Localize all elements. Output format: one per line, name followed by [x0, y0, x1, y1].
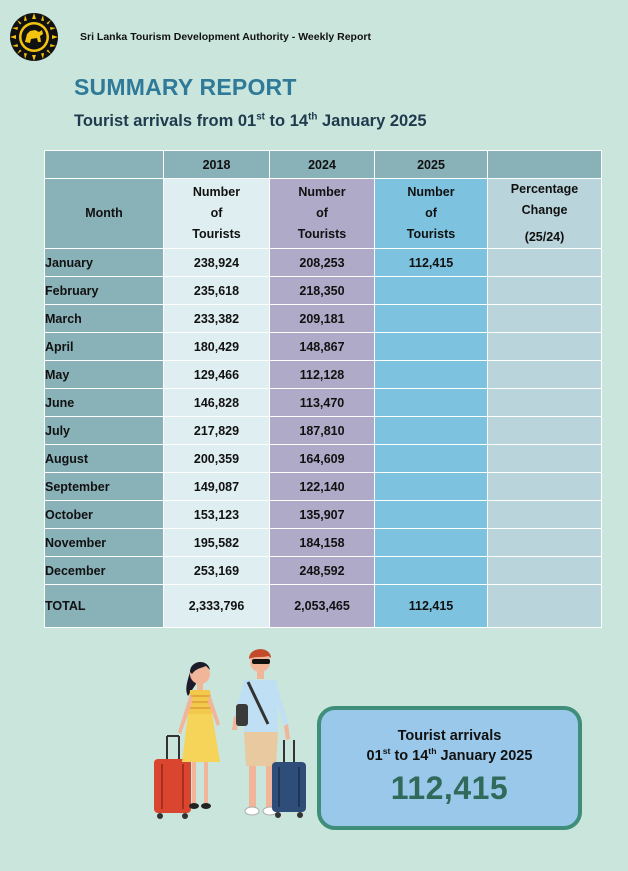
value-2025-cell — [375, 501, 488, 529]
arrivals-table — [44, 150, 602, 628]
month-cell: February — [45, 277, 164, 305]
num-tourists-header-2018: Number of Tourists — [164, 179, 270, 249]
table-row — [45, 417, 602, 445]
value-2025-cell — [375, 473, 488, 501]
travelers-illustration — [148, 644, 318, 834]
table-row — [45, 445, 602, 473]
pct-change-cell — [488, 389, 602, 417]
total-pct — [488, 585, 602, 628]
arrivals-summary-card — [317, 706, 582, 830]
pct-change-header: Percentage Change (25/24) — [488, 179, 602, 249]
pct-change-cell — [488, 277, 602, 305]
pct-change-cell — [488, 473, 602, 501]
value-2018-cell: 149,087 — [164, 473, 270, 501]
table-row — [45, 305, 602, 333]
num-tourists-header-2025: Number of Tourists — [375, 179, 488, 249]
month-cell: August — [45, 445, 164, 473]
month-cell: November — [45, 529, 164, 557]
pct-change-cell — [488, 445, 602, 473]
value-2024-cell: 164,609 — [270, 445, 375, 473]
value-2025-cell — [375, 361, 488, 389]
value-2024-cell: 135,907 — [270, 501, 375, 529]
pct-change-cell — [488, 333, 602, 361]
month-cell: October — [45, 501, 164, 529]
pct-change-cell — [488, 501, 602, 529]
value-2025-cell — [375, 557, 488, 585]
value-2018-cell: 235,618 — [164, 277, 270, 305]
value-2025-cell — [375, 445, 488, 473]
total-label: TOTAL — [45, 585, 164, 628]
value-2024-cell: 248,592 — [270, 557, 375, 585]
table-row — [45, 333, 602, 361]
table-row — [45, 249, 602, 277]
card-arrivals-value: 112,415 — [390, 770, 509, 806]
value-2024-cell: 209,181 — [270, 305, 375, 333]
column-header-row — [45, 179, 602, 249]
year-header-row — [45, 151, 602, 179]
value-2018-cell: 146,828 — [164, 389, 270, 417]
year-header-blank — [45, 151, 164, 179]
value-2024-cell: 184,158 — [270, 529, 375, 557]
value-2018-cell: 217,829 — [164, 417, 270, 445]
card-date-range: 01st to 14th January 2025 — [366, 746, 533, 764]
value-2024-cell: 113,470 — [270, 389, 375, 417]
month-cell: March — [45, 305, 164, 333]
total-2018: 2,333,796 — [164, 585, 270, 628]
value-2018-cell: 153,123 — [164, 501, 270, 529]
blue-suitcase-icon — [272, 740, 306, 818]
value-2024-cell: 187,810 — [270, 417, 375, 445]
value-2018-cell: 233,382 — [164, 305, 270, 333]
pct-change-cell — [488, 417, 602, 445]
value-2018-cell: 200,359 — [164, 445, 270, 473]
value-2024-cell: 218,350 — [270, 277, 375, 305]
value-2018-cell: 253,169 — [164, 557, 270, 585]
month-cell: May — [45, 361, 164, 389]
month-cell: September — [45, 473, 164, 501]
value-2018-cell: 129,466 — [164, 361, 270, 389]
month-cell: April — [45, 333, 164, 361]
pct-change-cell — [488, 361, 602, 389]
month-cell: January — [45, 249, 164, 277]
month-header: Month — [45, 179, 164, 249]
month-cell: July — [45, 417, 164, 445]
value-2025-cell — [375, 529, 488, 557]
value-2024-cell: 112,128 — [270, 361, 375, 389]
value-2024-cell: 122,140 — [270, 473, 375, 501]
num-tourists-header-2024: Number of Tourists — [270, 179, 375, 249]
table-row — [45, 473, 602, 501]
table-row — [45, 277, 602, 305]
pct-change-cell — [488, 305, 602, 333]
year-header-2025: 2025 — [375, 151, 488, 179]
value-2024-cell: 148,867 — [270, 333, 375, 361]
pct-change-cell — [488, 249, 602, 277]
sri-lanka-tourism-emblem-icon — [9, 12, 59, 62]
total-2024: 2,053,465 — [270, 585, 375, 628]
pct-change-cell — [488, 557, 602, 585]
total-2025: 112,415 — [375, 585, 488, 628]
card-heading: Tourist arrivals — [397, 728, 502, 744]
table-row — [45, 389, 602, 417]
year-header-2024: 2024 — [270, 151, 375, 179]
value-2018-cell: 238,924 — [164, 249, 270, 277]
value-2018-cell: 195,582 — [164, 529, 270, 557]
table-row — [45, 501, 602, 529]
year-header-2018: 2018 — [164, 151, 270, 179]
value-2025-cell — [375, 417, 488, 445]
table-row — [45, 529, 602, 557]
page-title: SUMMARY REPORT — [74, 74, 297, 100]
value-2025-cell — [375, 305, 488, 333]
table-row — [45, 361, 602, 389]
total-row — [45, 585, 602, 628]
pct-change-cell — [488, 529, 602, 557]
value-2018-cell: 180,429 — [164, 333, 270, 361]
page-subtitle: Tourist arrivals from 01st to 14th January 2025 — [74, 111, 427, 130]
value-2025-cell — [375, 333, 488, 361]
year-header-blank — [488, 151, 602, 179]
value-2025-cell: 112,415 — [375, 249, 488, 277]
value-2024-cell: 208,253 — [270, 249, 375, 277]
table-row — [45, 557, 602, 585]
organization-name: Sri Lanka Tourism Development Authority - Weekly Report — [80, 31, 371, 43]
value-2025-cell — [375, 389, 488, 417]
month-cell: June — [45, 389, 164, 417]
month-cell: December — [45, 557, 164, 585]
value-2025-cell — [375, 277, 488, 305]
